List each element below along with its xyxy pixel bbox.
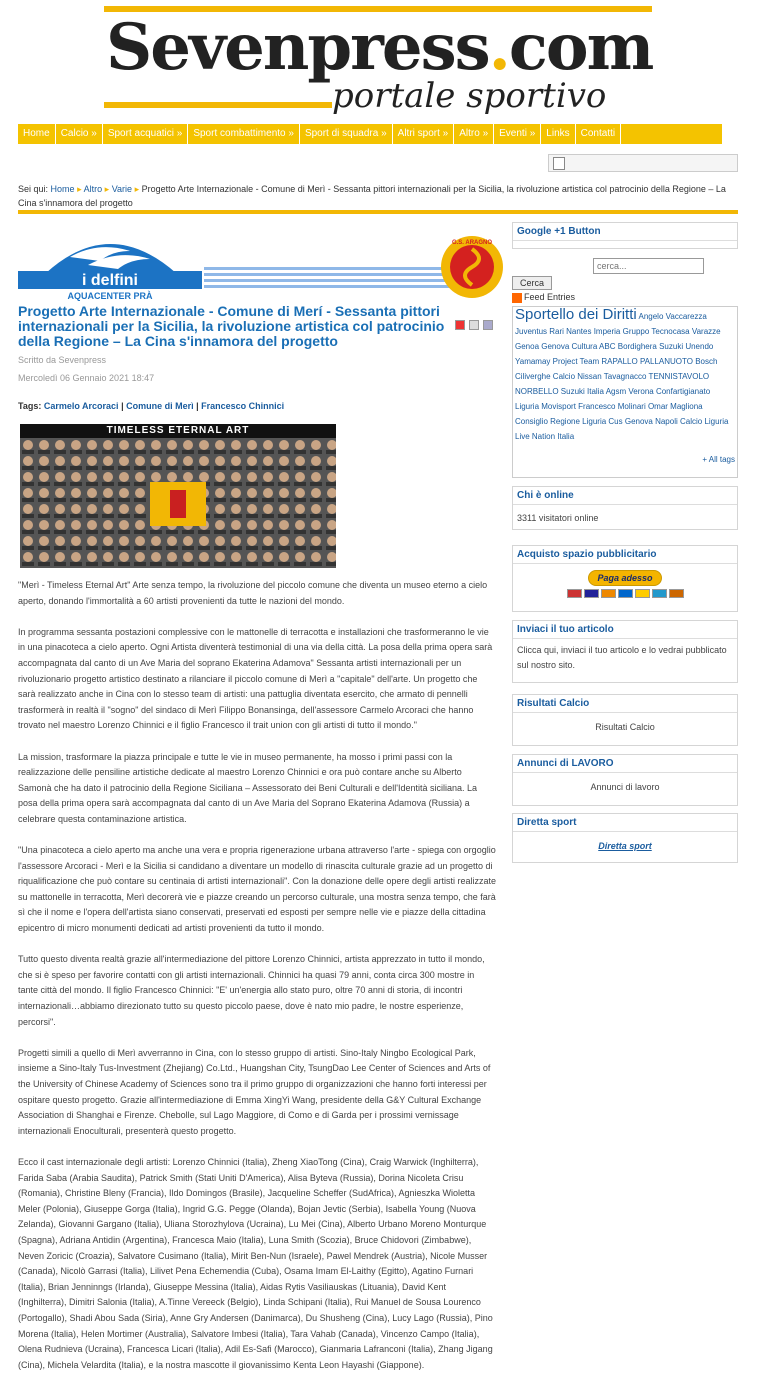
breadcrumb-arrow-icon: ▸ [134,184,140,194]
feed-entries-link[interactable] [512,292,575,303]
card-icon [669,589,684,598]
article-image [20,424,336,568]
send-article-text[interactable]: Clicca qui, inviaci il tuo articolo e lo vedrai pubblicato sul nostro sito. [517,645,727,670]
aragno-badge [440,235,504,299]
diretta-module [512,813,738,863]
breadcrumb-arrow-icon: ▸ [104,184,110,194]
article-paragraph: Tutto questo diventa realtà grazie all'intermediazione del pittore Lorenzo Chinnici, artista apprezzato in tutto il mondo, che si è speso per favorire contatti con gli artisti internazionali. Chinnici ha quasi 79 anni, conta circa 300 mostre in tante città del mondo. Il figlio Francesco Chinnici: "E' un'energia allo stato puro, oltre 70 anni di storia, di incontri internazionali…abbiamo direzionato tutto su questo piccolo paese, dove è nato mio padre, le nostre esperienze, percorsi". [18,954,485,1027]
postepay-icon [635,589,650,598]
article-paragraph: La mission, trasformare la piazza principale e tutte le vie in museo permanente, ha mosso i primi passi con la realizzazione delle pensiline artistiche dedicate al maestro Lorenzo Chinnici e ora può contare anche su Alberto Samonà che ha dato il patrocinio della Regione Siciliana – Assessorato dei Beni Culturali e dell'Identità siciliana. La posa della prima opera sarà accompagnata dal canto di un Ave Maria del Soprano Ekaterina Adamova (Russia) a celebrare questa contaminazione artistica. [18,751,477,824]
logo-bottom-bar [104,102,332,108]
nav-eventi[interactable]: Eventi » [494,124,541,144]
banner-stripes [204,267,452,293]
ads-module [512,545,738,612]
delfini-sub: AQUACENTER PRÀ [67,291,153,301]
tag-link[interactable]: Comune di Merì [126,401,194,411]
diretta-title: Diretta sport [513,814,737,832]
diretta-link[interactable]: Diretta sport [598,841,652,851]
tag-link[interactable]: Carmelo Arcoraci [43,401,119,411]
send-article-title: Inviaci il tuo articolo [513,621,737,639]
paypal-button[interactable]: Paga adesso [588,570,661,586]
nav-altro[interactable]: Altro » [454,124,494,144]
maestro-icon [567,589,582,598]
mastercard-icon [601,589,616,598]
nav-altri-sport[interactable]: Altri sport » [393,124,455,144]
nav-sport-combattimento[interactable]: Sport combattimento » [188,124,300,144]
ads-title: Acquisto spazio pubblicitario [513,546,737,564]
page-tools-box [548,154,738,172]
search-input[interactable] [593,258,704,274]
document-icon[interactable] [553,157,565,170]
breadcrumb-prefix: Sei qui: [18,184,49,194]
article-body [18,578,496,1385]
article-paragraph: Progetti simili a quello di Merì avverranno in Cina, con lo stesso gruppo di artisti. Sino-Italy Ningbo Ecological Park, insieme a Sino-Italy Tus-Investment (Zhejiang) Co.Ltd., Huangshan City, TsungDao Lee Center of Sciences and Arts of the University of Chinese Academy of Sciences sono tra il primo gruppo di organizzazioni che hanno forti interessi per ospitare questo progetto. Grazie all'intermediazione di Emma XingYi Wang, presidente della G&Y Cultural Exchange Association di Shanghai e Firenze. Chebolle, sul Lago Maggiore, di Como e di Garda per i prossimi vernissage internazionali Enoculturali, presenterà questo progetto. [18,1047,491,1136]
nav-contatti[interactable]: Contatti [576,124,621,144]
breadcrumb-altro[interactable]: Altro [83,184,103,194]
pdf-icon[interactable] [455,320,465,330]
calcio-link[interactable]: Risultati Calcio [595,722,655,732]
article-paragraph: "Una pinacoteca a cielo aperto ma anche una vera e propria rigenerazione urbana attraverso l'arte - spiega con orgoglio l'assessore Arcoraci - Merì e la Sicilia si candidano a diventare un modello di rinascita culturale grazie ad un progetto di riqualificazione che può contare su centinaia di artisti internazionali". Con la donazione delle opere degli artisti realizzate su mattonelle in terracotta, Merì decorerà vie e piazze creando un percorso culturale, una mostra senza tempo, che farà sì che il nome e l'opera dell'artista siano conservati, preservati ed esposti per sempre nelle vie e piazze della cittadina epicentro di micro monumenti dedicati ad artisti provenienti da tutto il mondo. [18,845,496,934]
lavoro-module [512,754,738,806]
divider [18,210,738,214]
breadcrumb-current: Progetto Arte Internazionale - Comune di Merì - Sessanta pittori internazionali per la Sicilia, la rivoluzione artistica col patrocinio della Regione – La Cina s'innamora del progetto [18,184,726,208]
google-plus-module [512,222,738,249]
nav-sport-di-squadra[interactable]: Sport di squadra » [300,124,393,144]
google-plus-title: Google +1 Button [513,223,737,241]
nav-sport-acquatici[interactable]: Sport acquatici » [103,124,189,144]
breadcrumb-varie[interactable]: Varie [111,184,133,194]
breadcrumb [18,182,740,210]
article-paragraph: "Merì - Timeless Eternal Art" Arte senza tempo, la rivoluzione del piccolo comune che diventa un museo eterno a cielo aperto, donando l'immortalità a 60 artisti provenienti da tutte le nazioni del mondo. [18,580,488,606]
site-tagline: portale sportivo [332,76,607,116]
online-count: 3311 visitatori online [517,513,599,523]
email-icon[interactable] [483,320,493,330]
site-name: Sevenpress.com [106,10,653,85]
all-tags-link[interactable]: + All tags [702,455,735,464]
visa-icon [584,589,599,598]
amex-icon [652,589,667,598]
online-title: Chi è online [513,487,737,505]
calcio-title: Risultati Calcio [513,695,737,713]
tag-cloud [512,306,738,478]
image-caption: TIMELESS ETERNAL ART [106,425,250,436]
tags-label: Tags: [18,401,42,411]
online-module [512,486,738,530]
calcio-module [512,694,738,746]
article-tags: Tags: Carmelo Arcoraci | Comune di Merì | Francesco Chinnici [18,401,285,411]
article-date: Mercoledì 06 Gennaio 2021 18:47 [18,373,155,383]
main-nav [18,124,722,144]
site-logo[interactable] [104,6,652,118]
paypal-icon [618,589,633,598]
article-title[interactable]: Progetto Arte Internazionale - Comune di Merí - Sessanta pittori internazionali per la Sicilia, la rivoluzione artistica col patrocinio della Regione – La Cina s'innamora del progetto [18,303,445,349]
feed-label: Feed Entries [524,292,576,302]
tag-link[interactable]: Francesco Chinnici [201,401,285,411]
lavoro-title: Annunci di LAVORO [513,755,737,773]
search-button[interactable]: Cerca [512,276,552,290]
article-paragraph: Ecco il cast internazionale degli artisti: Lorenzo Chinnici (Italia), Zheng XiaoTong (Cina), Craig Warwick (Inghilterra), Farida Saba (Arabia Saudita), Patrick Smith (Stati Uniti D'America), Alisa Byteva (Russia), Dorina Nicoleta Crisu (Romania), Christine Bleny (Francia), Ildo Domingos (Brasile), Jacqueline Scheffer (SudAfrica), Agnieszka Wioletta Meler (Polonia), Giuseppe Gorga (Italia), Ingrid G.G. Pegge (Olanda), Bojan Jevtic (Serbia), Isabella Young (Nuova Zelanda), Giovanni Gargano (Italia), Uliana Storozhylova (Ucraina), Lu Mei (Cina), Alberto Urbano Moreno Monturque (Spagna), Adriana Antidin (Argentina), Francesca Maio (Italia), Luna Smith (Scozia), Bruce Chidovori (Zimbabwe), Neven Zoricic (Croazia), Salvatore Cusimano (Italia), Mirit Ben-Nun (Israele), Pawel Mendrek (Austria), Nicole Musser (Canada), Nicolò Garrasi (Italia), Lilivet Pena Echemendia (Cuba), Osama Imam El-Laithy (Egitto), Agatino Furnari (Italia), Brian Jenninngs (Irlanda), Giuseppe Messina (Italia), Aidas Rytis Vasiliauskas (Lituania), David Kent (Inghilterra), Dimitri Salonia (Italia), A.Tinne Vereeck (Belgio), Linda Schipani (Italia), Rui Manuel de Sousa Lourenco (Portogallo), Shadi Abou Sada (Siria), Anne Gry Andersen (Danimarca), Du Shusheng (Cina), Lucy Lago (Russia), Pino Morena (Italia), Helen Mortimer (Australia), Salvatore Imbesi (Italia), Tara Vahab (Canada), Vincenzo Campo (Italia), Olena Rudnieva (Ucraina), Francesca Licari (Italia), Adil Es-Safi (Marocco), Gianmaria Lafranconi (Italia), Zhang Jigang (Cina), Michela Velardita (Italia), e la nostra mascotte il giovanissimo Kenta Leon Hayashi (Giappone). [18,1156,493,1370]
lavoro-link[interactable]: Annunci di lavoro [590,782,660,792]
article-tools [455,320,495,332]
nav-home[interactable]: Home [18,124,56,144]
delfini-logo [18,221,202,301]
article-author: Scritto da Sevenpress [18,355,107,365]
nav-calcio[interactable]: Calcio » [56,124,103,144]
sponsor-banner[interactable] [18,221,500,301]
delfini-brand: i delfini [82,272,138,289]
tag-cloud-tags[interactable]: Angelo Vaccarezza Juventus Rari Nantes Imperia Gruppo Tecnocasa Varazze Genoa Genova Cultura ABC Bordighera Suzuki Unendo Yamamay Project Team RAPALLO PALLANUOTO Bosch Ciliverghe Calcio Nissan Tavagnacco TENNISTAVOLO NORBELLO Suzuki Italia Agsm Verona Confartigianato Liguria Movisport Francesco Molinari Omar Magliona Consiglio Regione Liguria Cus Genova Napoli Calcio Liguria Live Nation Italia [515,312,729,441]
breadcrumb-arrow-icon: ▸ [77,184,82,194]
aragno-text: G.S. ARAGNO [451,240,493,246]
send-article-module [512,620,738,683]
tag-cloud-top-tag[interactable]: Sportello dei Diritti [515,306,637,323]
rss-icon [512,293,522,303]
nav-links[interactable]: Links [541,124,575,144]
print-icon[interactable] [469,320,479,330]
card-icons [517,589,733,598]
breadcrumb-home[interactable]: Home [50,184,75,194]
article-paragraph: In programma sessanta postazioni complessive con le mattonelle di terracotta e installazioni che trasformeranno le vie in una pinacoteca a cielo aperto. Ogni Artista diventerà testimonial di una via della città. La posa della prima opera sarà accompagnata dal canto di un Ave Maria del soprano Ekaterina Adamova" Sessanta artisti internazionali per un rivoluzionario progetto artistico destinato a rilanciare il piccolo comune di Merì a "capitale" dell'arte. Un progetto che sarà realizzato anche in Cina con lo stesso team di artisti: una pattuglia diventata esercito, che armato di pennelli trasformerà in realtà il "sogno" del sindaco di Merì Filippo Bonansinga, dell'assessore Carmelo Arcoraci che hanno trovato nel maestro Lorenzo Chinnici e il figlio Francesco il trait union con gli artisti di tutto il mondo." [18,626,493,731]
portrait-mosaic [20,438,336,568]
